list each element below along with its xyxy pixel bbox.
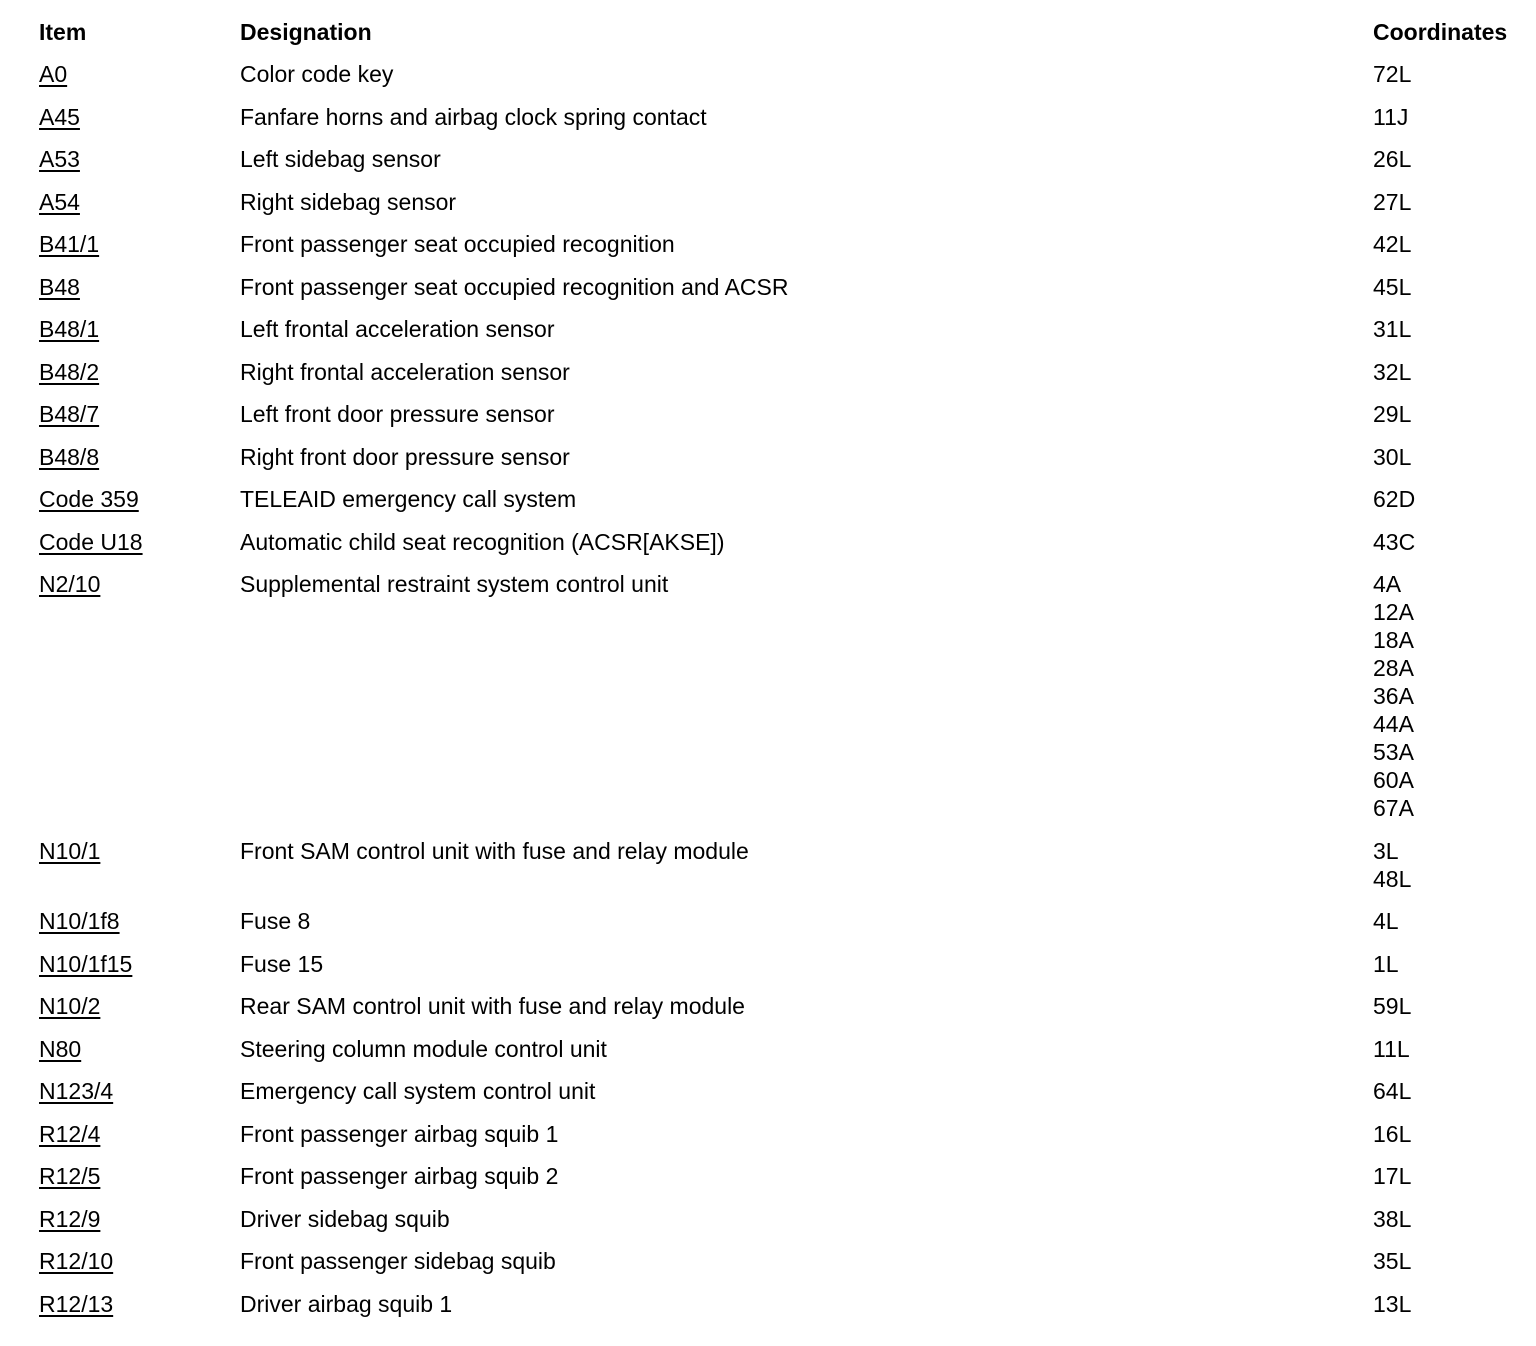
coordinates-cell (1373, 188, 1529, 231)
table-row (39, 528, 1529, 571)
coordinates-cell (1373, 443, 1529, 486)
item-cell (39, 358, 240, 401)
coordinate-value: 53A (1373, 739, 1414, 765)
coordinate-value: 43C (1373, 528, 1416, 555)
item-link[interactable]: N10/1 (39, 837, 101, 864)
coordinates-cell (1373, 837, 1529, 908)
table-row (39, 907, 1529, 950)
designation-cell: Left front door pressure sensor (240, 401, 555, 427)
designation-cell: Steering column module control unit (240, 1035, 607, 1062)
coordinates-cell (1373, 60, 1529, 103)
coordinates-cell (1373, 528, 1529, 571)
item-cell (39, 1120, 240, 1163)
designation-cell: Driver airbag squib 1 (240, 1290, 453, 1317)
item-cell (39, 60, 240, 103)
coordinate-value: 31L (1373, 316, 1412, 342)
item-cell (39, 443, 240, 486)
table-row (39, 1162, 1529, 1205)
component-legend-table (39, 18, 1529, 1332)
coordinate-value: 18A (1373, 627, 1414, 653)
item-cell (39, 1247, 240, 1290)
item-link[interactable]: B48/1 (39, 316, 100, 342)
coordinate-value: 72L (1373, 61, 1412, 87)
item-link[interactable]: N10/1f8 (39, 908, 120, 934)
designation-cell: Driver sidebag squib (240, 1205, 450, 1232)
item-link[interactable]: N10/1f15 (39, 950, 133, 977)
coordinate-value: 67A (1373, 795, 1414, 821)
coordinates-cell (1373, 485, 1529, 528)
designation-cell: Color code key (240, 61, 394, 87)
coordinate-value: 27L (1373, 188, 1412, 215)
designation-cell: Right front door pressure sensor (240, 443, 570, 470)
item-cell (39, 103, 240, 146)
coordinate-value: 44A (1373, 711, 1414, 737)
designation-cell: Front passenger airbag squib 2 (240, 1163, 559, 1189)
table-row (39, 273, 1529, 316)
table-row (39, 60, 1529, 103)
coordinate-value: 29L (1373, 401, 1412, 427)
designation-cell: Front passenger seat occupied recognition (240, 231, 675, 257)
designation-cell: Right sidebag sensor (240, 188, 457, 215)
coordinates-cell (1373, 103, 1529, 146)
designation-cell: Supplemental restraint system control unit (240, 571, 669, 597)
item-cell (39, 1162, 240, 1205)
item-cell (39, 145, 240, 188)
coordinate-value: 32L (1373, 358, 1412, 385)
item-link[interactable]: B48/2 (39, 358, 100, 385)
coordinate-value: 62D (1373, 486, 1416, 512)
coordinate-value: 28A (1373, 655, 1414, 681)
item-link[interactable]: A54 (39, 188, 80, 215)
coordinates-cell (1373, 570, 1529, 837)
coordinate-value: 42L (1373, 231, 1412, 257)
item-cell (39, 188, 240, 231)
item-cell (39, 1035, 240, 1078)
table-row (39, 443, 1529, 486)
item-link[interactable]: N10/2 (39, 993, 101, 1019)
item-link[interactable]: R12/13 (39, 1290, 114, 1317)
table-row (39, 1120, 1529, 1163)
table-row (39, 358, 1529, 401)
designation-cell: TELEAID emergency call system (240, 486, 577, 512)
table-row (39, 485, 1529, 528)
item-link[interactable]: N2/10 (39, 571, 101, 597)
coordinates-column-header: Coordinates (1373, 19, 1508, 45)
item-link[interactable]: Code U18 (39, 528, 143, 555)
item-link[interactable]: B48/8 (39, 443, 100, 470)
table-row (39, 837, 1529, 908)
table-row (39, 570, 1529, 837)
item-link[interactable]: Code 359 (39, 486, 139, 512)
table-row (39, 145, 1529, 188)
coordinates-cell (1373, 1120, 1529, 1163)
coordinate-value: 11L (1373, 1035, 1410, 1062)
table-row (39, 1035, 1529, 1078)
table-header-row (39, 18, 1529, 60)
designation-cell: Left sidebag sensor (240, 146, 441, 172)
item-link[interactable]: B48/7 (39, 401, 100, 427)
table-row (39, 188, 1529, 231)
designation-cell: Rear SAM control unit with fuse and relay module (240, 993, 745, 1019)
designation-cell: Fuse 8 (240, 908, 311, 934)
item-column-header: Item (39, 19, 87, 45)
designation-cell: Fanfare horns and airbag clock spring contact (240, 103, 707, 130)
designation-cell: Front passenger seat occupied recognition and ACSR (240, 273, 789, 300)
table-row (39, 230, 1529, 273)
coordinate-value: 38L (1373, 1205, 1412, 1232)
coordinate-value: 48L (1373, 865, 1412, 892)
coordinate-value: 13L (1373, 1290, 1412, 1317)
coordinates-cell (1373, 1035, 1529, 1078)
coordinate-value: 12A (1373, 599, 1414, 625)
table-row (39, 1205, 1529, 1248)
coordinate-value: 30L (1373, 443, 1412, 470)
item-cell (39, 273, 240, 316)
item-cell (39, 837, 240, 908)
coordinates-cell (1373, 273, 1529, 316)
coordinate-value: 11J (1373, 103, 1409, 130)
coordinate-value: 4A (1373, 571, 1402, 597)
coordinate-value: 26L (1373, 146, 1412, 172)
coordinates-cell (1373, 992, 1529, 1035)
coordinates-cell (1373, 400, 1529, 443)
coordinate-value: 45L (1373, 273, 1412, 300)
coordinate-value: 1L (1373, 950, 1399, 977)
designation-cell: Emergency call system control unit (240, 1078, 596, 1104)
designation-column-header: Designation (240, 19, 372, 45)
item-cell (39, 230, 240, 273)
table-row (39, 1247, 1529, 1290)
coordinates-cell (1373, 907, 1529, 950)
designation-cell: Front SAM control unit with fuse and relay module (240, 837, 749, 864)
designation-cell: Right frontal acceleration sensor (240, 358, 570, 385)
coordinates-cell (1373, 950, 1529, 993)
coordinate-value: 4L (1373, 908, 1399, 934)
item-cell (39, 1077, 240, 1120)
item-cell (39, 1290, 240, 1333)
designation-cell: Left frontal acceleration sensor (240, 316, 555, 342)
coordinates-cell (1373, 1162, 1529, 1205)
coordinates-cell (1373, 315, 1529, 358)
table-row (39, 103, 1529, 146)
coordinates-cell (1373, 1077, 1529, 1120)
coordinates-cell (1373, 1205, 1529, 1248)
coordinate-value: 35L (1373, 1248, 1412, 1274)
item-link[interactable]: R12/5 (39, 1163, 101, 1189)
coordinate-value: 16L (1373, 1120, 1412, 1147)
item-cell (39, 570, 240, 837)
item-cell (39, 950, 240, 993)
table-row (39, 1077, 1529, 1120)
table-row (39, 950, 1529, 993)
item-cell (39, 1205, 240, 1248)
item-link[interactable]: R12/4 (39, 1120, 101, 1147)
coordinate-value: 59L (1373, 993, 1412, 1019)
coordinates-cell (1373, 230, 1529, 273)
item-link[interactable]: R12/10 (39, 1248, 114, 1274)
coordinate-value: 36A (1373, 683, 1414, 709)
coordinate-value: 60A (1373, 767, 1414, 793)
coordinates-cell (1373, 145, 1529, 188)
item-cell (39, 485, 240, 528)
item-link[interactable]: R12/9 (39, 1205, 101, 1232)
table-row (39, 315, 1529, 358)
table-row (39, 1290, 1529, 1333)
item-link[interactable]: B48 (39, 273, 80, 300)
item-link[interactable]: N80 (39, 1035, 82, 1062)
table-body (39, 60, 1529, 1332)
item-link[interactable]: B41/1 (39, 231, 100, 257)
designation-cell: Fuse 15 (240, 950, 324, 977)
designation-cell: Automatic child seat recognition (ACSR[AKSE]) (240, 528, 725, 555)
item-link[interactable]: A53 (39, 146, 80, 172)
item-link[interactable]: N123/4 (39, 1078, 114, 1104)
item-link[interactable]: A0 (39, 61, 68, 87)
coordinate-value: 64L (1373, 1078, 1412, 1104)
item-cell (39, 315, 240, 358)
designation-cell: Front passenger airbag squib 1 (240, 1120, 559, 1147)
table-row (39, 992, 1529, 1035)
item-link[interactable]: A45 (39, 103, 80, 130)
designation-cell: Front passenger sidebag squib (240, 1248, 556, 1274)
coordinate-value: 3L (1373, 837, 1399, 864)
coordinates-cell (1373, 1247, 1529, 1290)
coordinates-cell (1373, 358, 1529, 401)
item-cell (39, 400, 240, 443)
table-row (39, 400, 1529, 443)
item-cell (39, 907, 240, 950)
item-cell (39, 528, 240, 571)
coordinates-cell (1373, 1290, 1529, 1333)
item-cell (39, 992, 240, 1035)
coordinate-value: 17L (1373, 1163, 1412, 1189)
